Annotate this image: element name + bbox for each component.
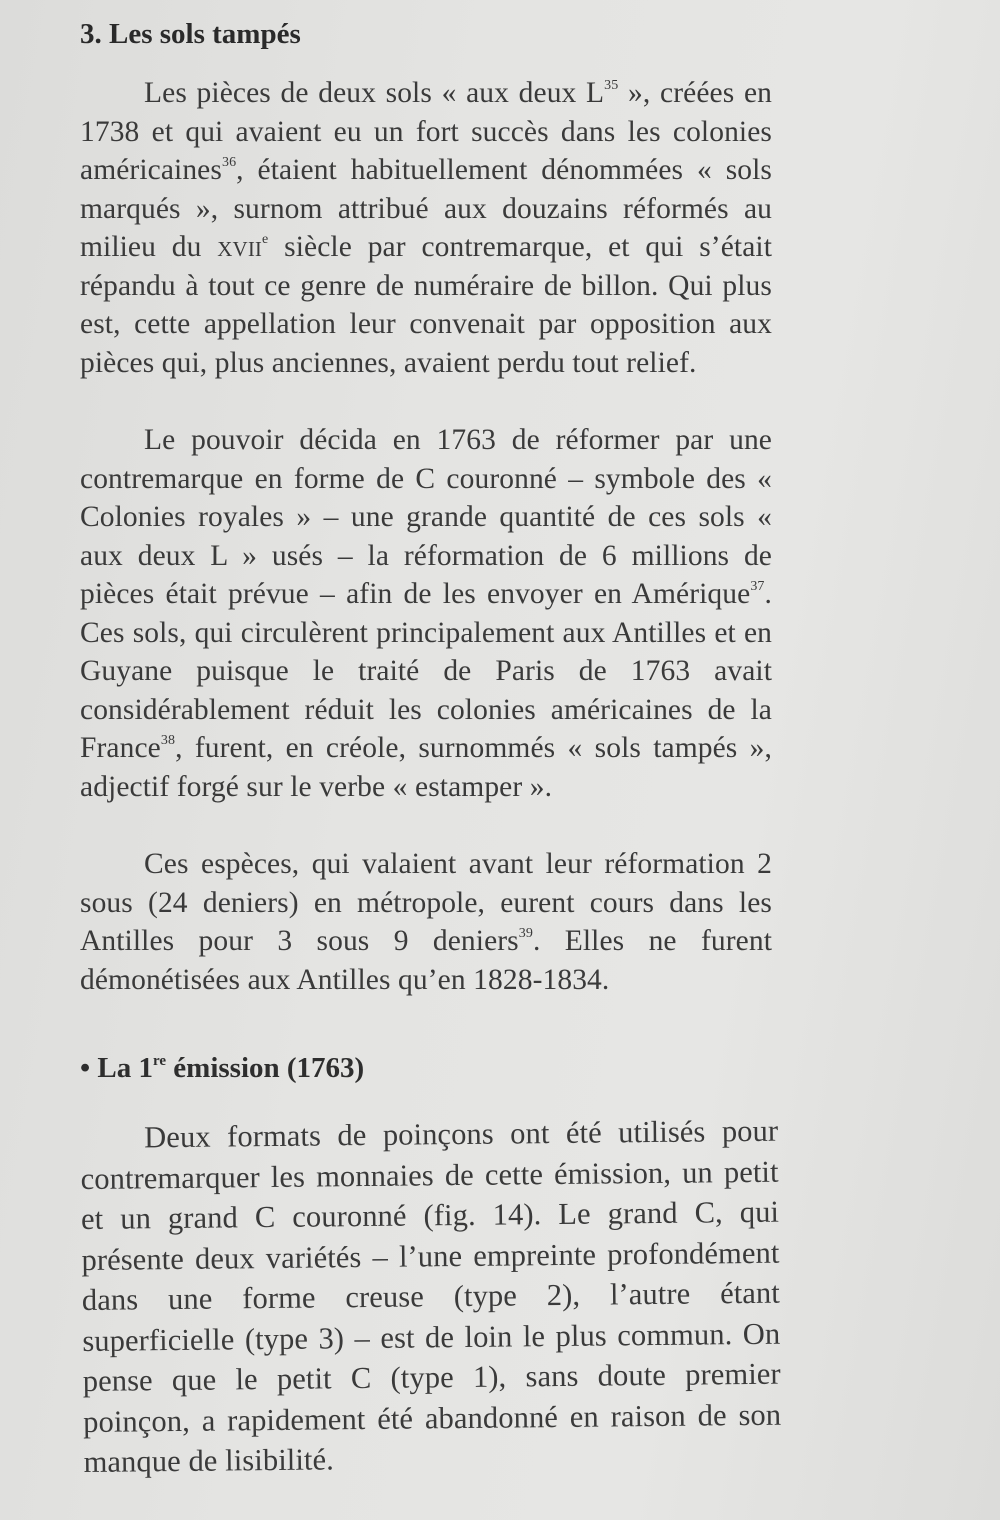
p3-text-b: . Elles ne furent démonétisées aux Antilles qu’en 1828-1834. (80, 925, 772, 996)
footnote-ref-35: 35 (604, 78, 619, 93)
p2-text-a: Le pouvoir décida en 1763 de réformer par une contremarque en forme de C couronné – symbole des « Colonies royales » – une grande quantité de ces sols « aux deux L » usés – la réformation de 6 millions de pièces était prévue – afin de les envoyer en Amérique (80, 424, 772, 610)
p1-text-d: siècle par contremarque, et qui s’était répandu à tout ce genre de numéraire de billon. Qui plus est, cette appellation leur convenait par opposition aux pièces qui, plus anciennes, avaient perdu tout relief. (80, 231, 772, 379)
paragraph-1 (80, 74, 772, 382)
footnote-ref-38: 38 (160, 733, 176, 748)
paragraph-3 (80, 845, 772, 999)
p1-text-b: », créées en 1738 et qui avaient eu un fort succès dans les colonies américaines (80, 77, 772, 186)
section-title: 3. Les sols tampés (80, 18, 301, 50)
p2-text-c: , furent, en créole, surnommés « sols tampés », adjectif forgé sur le verbe « estamper ». (80, 732, 772, 803)
footnote-ref-36: 36 (221, 155, 237, 170)
p2-text-b: . Ces sols, qui circulèrent principalement aux Antilles et en Guyane puisque le traité de Paris de 1763 avait considérablement réduit les colonies américaines de la France (80, 578, 772, 764)
subheading-superscript: re (153, 1053, 167, 1069)
subheading-text-a: • La 1 (80, 1052, 153, 1084)
footnote-ref-37: 37 (750, 579, 765, 594)
century-numeral: xvii (217, 231, 263, 263)
p1-text-a: Les pièces de deux sols « aux deux L (144, 77, 605, 109)
footnote-ref-39: 39 (518, 926, 533, 941)
century-superscript: e (262, 232, 269, 247)
p3-text-a: Ces espèces, qui valaient avant leur réformation 2 sous (24 deniers) en métropole, eurent cours dans les Antilles pour 3 sous 9 deniers (80, 848, 772, 957)
subheading-first-emission (80, 1052, 364, 1085)
paragraph-4: Deux formats de poinçons ont été utilisés pour contremarquer les monnaies de cette émission, un petit et un grand C couronné (fig. 14). Le grand C, qui présente deux variétés – l’une empreinte profondément dans une forme creuse (type 2), l’autre étant superficielle (type 3) – est de loin le plus commun. On pense que le petit C (type 1), sans doute premier poinçon, a rapidement été abandonné en raison de son manque de lisibilité. (80, 1113, 782, 1479)
subheading-text-b: émission (1763) (166, 1052, 365, 1084)
p1-text-c: , étaient habituellement dénommées « sols marqués », surnom attribué aux douzains réformés au milieu du (80, 154, 772, 263)
paragraph-2 (80, 421, 772, 806)
